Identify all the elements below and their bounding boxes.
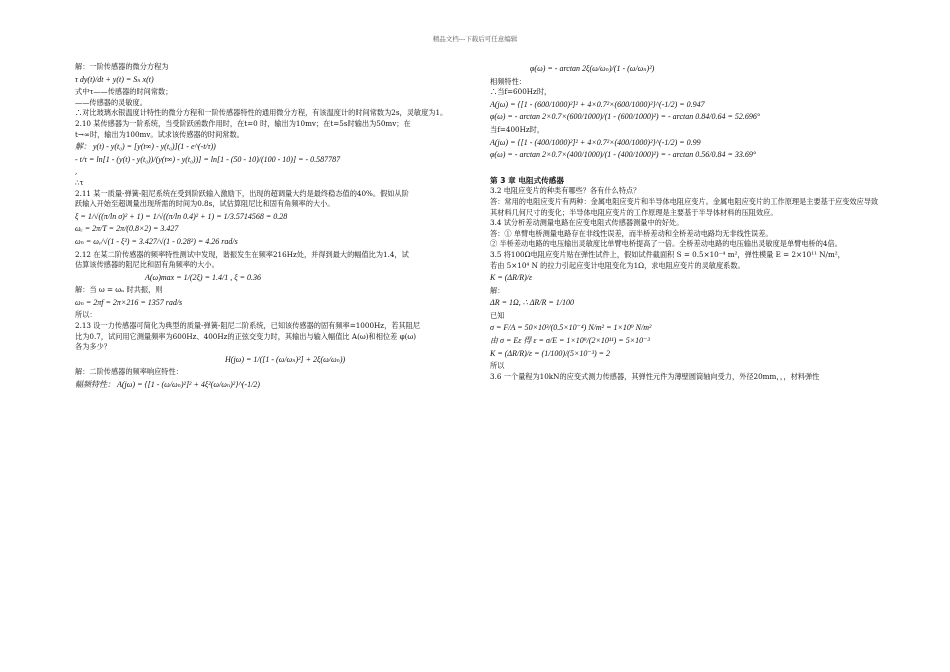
- text-line: t→∞时，输出为100mv。试求该传感器的时间常数。: [75, 129, 244, 139]
- equation: φ(ω) = - arctan 2×0.7×(400/1000)/(1 - (400/1000)²) = - arctan 0.56/0.84 = 33.69°: [490, 150, 757, 160]
- chapter-heading: 第 3 章 电阻式传感器: [490, 175, 564, 185]
- equation: φ(ω) = - arctan 2ξ(ω/ωₙ)/(1 - (ω/ωₙ)²): [530, 64, 655, 73]
- text-line: 解：一阶传感器的微分方程为: [75, 62, 169, 71]
- equation: K = (ΔR/R)/ε: [490, 273, 533, 283]
- text-line: 3.2 电阻应变片的种类有哪些？各有什么特点？: [490, 186, 641, 196]
- text-line: 各为多少？: [75, 342, 111, 352]
- text-line: 3.5 将100Ω电阻应变片贴在弹性试件上，假如试件截面积 S = 0.5×10⁻⁴ m²，弹性模量 E = 2×10¹¹ N/m²，: [490, 249, 845, 259]
- equation: A(jω) = {[1 - (600/1000)²]² + 4×0.7²×(600/1000)²}^(-1/2) = 0.947: [490, 99, 705, 109]
- text-line: 若由 5×10⁴ N 的拉力引起应变计电阻变化为1Ω，求电阻应变片的灵敏度系数。: [490, 260, 745, 270]
- text-line: 答：① 单臂电桥测量电路存在非线性误差，而半桥差动和全桥差动电路均无非线性误差。: [490, 228, 773, 238]
- equation: ΔR = 1Ω, ∴ ΔR/R = 1/100: [490, 298, 575, 308]
- text-line: 2.10 某传感器为一阶系统，当受阶跃函数作用时，在t=0 时，输出为10mv；在t=5s时输出为50mv；在: [75, 118, 411, 128]
- text-line: 解：二阶传感器的频率响应特性：: [75, 367, 183, 377]
- text-line: ∴当f=600Hz时，: [490, 87, 552, 97]
- equation: - t/τ = ln[1 - (y(t) - y(t₀))/(y(t∞) - y(t₀))] = ln[1 - (50 - 10)/(100 - 10)] = - 0.587787: [75, 154, 341, 164]
- equation: φ(ω) = - arctan 2×0.7×(600/1000)/(1 - (600/1000)²) = - arctan 0.84/0.64 = 52.696°: [490, 112, 761, 122]
- page-header: 精品文档---下载后可任意编辑: [432, 35, 518, 43]
- text-line: ——传感器的灵敏度。: [75, 97, 147, 107]
- equation: A(ω)max = 1/(2ξ) = 1.4/1 , ξ = 0.36: [145, 272, 262, 282]
- text-line: 2.12 在某二阶传感器的频率特性测试中发现，谐振发生在频率216Hz处，并得到最大的幅值比为1.4，试: [75, 249, 409, 259]
- text-line: 已知: [490, 310, 505, 320]
- spacer: [490, 163, 882, 172]
- paragraph: 答：常用的电阻应变片有两种：金属电阻应变片和半导体电阻应变片。金属电阻应变片的工作原理是主要基于应变效应导致其材料几何尺寸的变化；半导体电阻应变片的工作原理是主要基于半导体材料的压阻效应。: [490, 196, 879, 217]
- equation: 由 σ = Eε 得 ε = σ/E = 1×10⁹/(2×10¹¹) = 5×10⁻³: [490, 336, 650, 346]
- text-line: 所以：: [75, 310, 97, 320]
- text-line: 相频特性：: [490, 76, 526, 86]
- equation: ξ = 1/√((π/ln σ)² + 1) = 1/√((π/ln 0.4)² + 1) = 1/3.5714568 = 0.28: [75, 211, 288, 221]
- equation: ωₙ = 2πf = 2π×216 = 1357 rad/s: [75, 297, 183, 307]
- paragraph: ∴对比玻璃水银温度计特性的微分方程和一阶传感器特性的通用微分方程，有该温度计的时间常数为2s，灵敏度为1。: [75, 108, 448, 118]
- equation: K = (ΔR/R)/ε = (1/100)/(5×10⁻³) = 2: [490, 348, 611, 358]
- text-line: 解：: [490, 285, 505, 295]
- right-column: [490, 62, 882, 382]
- equation: σ = F/A = 50×10³/(0.5×10⁻⁴) N/m² = 1×10⁹ N/m²: [490, 323, 652, 333]
- text-line: 估算该传感器的阻尼比和固有角频率的大小。: [75, 260, 219, 270]
- equation: A(jω) = {[1 - (400/1000)²]² + 4×0.7²×(400/1000)²}^(-1/2) = 0.99: [490, 137, 701, 147]
- equation: ωₑ = 2π/T = 2π/(0.8×2) = 3.427: [75, 224, 179, 234]
- text-line: ∴τ: [75, 177, 84, 187]
- text-line: 所以: [490, 361, 505, 371]
- equation: τ dy(t)/dt + y(t) = Sₙ x(t): [75, 74, 154, 84]
- text-line: 式中τ——传感器的时间常数；: [75, 87, 173, 97]
- equation: 幅频特性： A(jω) = {[1 - (ω/ωₙ)²]² + 4ξ²(ω/ωₙ)²}^(-1/2): [75, 380, 260, 390]
- text-line: 跃输入开始至超调量出现所需的时间为0.8s，试估算阻尼比和固有角频率的大小。: [75, 199, 335, 209]
- text-line: 3.4 试分析差动测量电路在应变电阻式传感器测量中的好处。: [490, 218, 684, 228]
- text-line: 3.6 一个量程为10kN的应变式测力传感器，其弹性元件为薄壁圆筒轴向受力，外径20mm，，，材料弹性: [490, 371, 820, 381]
- text-line: 解：当 ω = ωₙ 时共振，则: [75, 285, 163, 295]
- equation: H(jω) = 1/([1 - (ω/ωₙ)²] + 2ξ(ω/ωₙ)): [225, 354, 346, 364]
- text-line: 比为0.7，试问用它测量频率为600Hz、400Hz的正弦交变力时，其输出与输入幅值比 A(ω)和相位差 φ(ω): [75, 331, 417, 341]
- equation: ωₙ = ωₑ/√(1 - ξ²) = 3.427/√(1 - 0.28²) = 4.26 rad/s: [75, 236, 238, 246]
- paragraph: ② 半桥差动电路的电压输出灵敏度比单臂电桥提高了一倍。全桥差动电路的电压输出灵敏度是单臂电桥的4倍。: [490, 239, 842, 249]
- equation: 解： y(t) - y(t₀) = [y(t∞) - y(t₀)](1 - e^(-t/τ)): [75, 142, 216, 152]
- text-line: ,: [75, 167, 78, 177]
- left-column: [75, 62, 475, 393]
- text-line: 2.11 某一质量-弹簧-阻尼系统在受到阶跃输入激励下，出现的超调量大约是最终稳态值的40%。假如从阶: [75, 188, 409, 198]
- text-line: 2.13 设一力传感器可简化为典型的质量-弹簧-阻尼二阶系统，已知该传感器的固有频率=1000Hz，若其阻尼: [75, 321, 421, 331]
- text-line: 当f=400Hz时，: [490, 124, 545, 134]
